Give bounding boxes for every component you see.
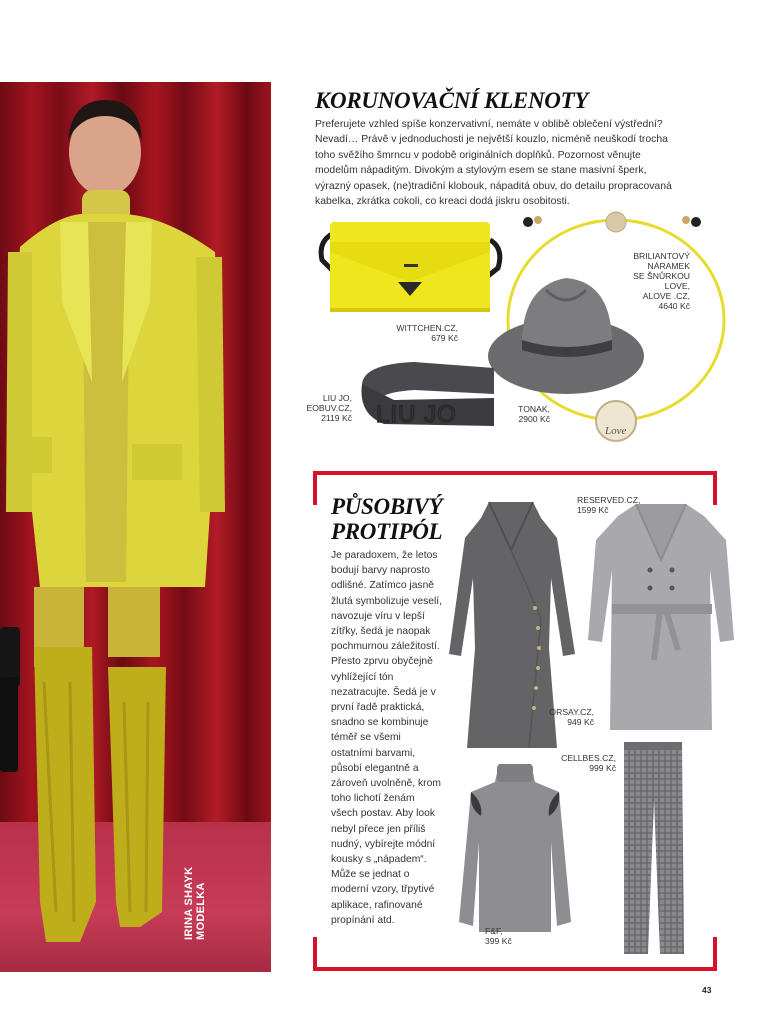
- dress-brand: ORSAY.CZ,: [549, 707, 594, 717]
- bracelet-brand: ALOVE .CZ,: [642, 291, 690, 301]
- belt-image: [354, 354, 504, 438]
- bag-label: [372, 323, 458, 343]
- page-number: 43: [702, 985, 712, 995]
- sweater-price: 399 Kč: [485, 936, 512, 946]
- bracelet-line-1: BRILIANTOVÝ: [633, 251, 690, 261]
- coat-price: 1599 Kč: [577, 505, 609, 515]
- hat-label: [500, 404, 550, 424]
- photo-caption: [183, 830, 213, 940]
- section2-title-line2: PROTIPÓL: [331, 519, 443, 544]
- hat-brand: TONAK,: [518, 404, 550, 414]
- section1-intro: Preferujete vzhled spíše konzervativní, nemáte v oblibě oblečení výstřední? Nevadí… Právě v jednoduchosti je největší kouzlo, nicméně neuškodí trocha toho svěžího šmrncu v podobě originálních doplňků. Pozornost věnujte modelům nápaditým. Divokým a stylovým esem se stane masivní šperk, výrazný opasek, (ne)tradiční klobouk, nápaditá obuv, do detailu propracovaná kabelka, zkrátka cokoli, co kreaci dodá jiskru osobitosti.: [315, 119, 672, 208]
- section2-title-line1: PŮSOBIVÝ: [331, 494, 443, 519]
- bracelet-line-3: SE ŠNŮRKOU: [633, 271, 690, 281]
- trousers-price: 999 Kč: [589, 763, 616, 773]
- model-illustration: [0, 82, 271, 972]
- caption-name: IRINA SHAYK: [183, 866, 195, 940]
- grey-coat-image: [586, 500, 736, 736]
- coat-brand: RESERVED.CZ,: [577, 495, 641, 505]
- section1-title: KORUNOVAČNÍ KLENOTY: [315, 88, 589, 113]
- cover-photo: [0, 82, 271, 972]
- belt-buckle-text: LIU JO: [376, 401, 457, 428]
- trousers-label: [560, 753, 616, 773]
- caption-role: MODELKA: [195, 882, 207, 940]
- belt-line-1: LIU JO,: [322, 393, 352, 403]
- charm-text: Love: [605, 425, 627, 437]
- bracelet-line-2: NÁRAMEK: [647, 261, 690, 271]
- bracelet-price: 4640 Kč: [658, 301, 690, 311]
- coat-label: [577, 495, 657, 515]
- section2-body: Je paradoxem, že letos bodují barvy naprosto odlišné. Zatímco jasně žlutá symbolizuje veselí, navozuje víru v lepší zítřky, šedá je naopak pochmurnou záležitostí. Přesto zprvu obyčejně vyhlížející tón nezatracujte. Šedá je v první řadě praktická, snadno se kombinuje téměř se všemi ostatními barvami, působí elegantně a zároveň uvolněně, krom toho lichotí ženám všech postav. Aby look nebyl přece jen příliš nudný, vybírejte módní kousky s „nápadem“. Může se jednat o moderní vzory, třpytivé aplikace, rafinované propínání atd.: [331, 550, 443, 926]
- belt-label: [298, 393, 352, 423]
- trousers-brand: CELLBES.CZ,: [561, 753, 616, 763]
- hat-price: 2900 Kč: [518, 414, 550, 424]
- bracelet-line-4: LOVE,: [664, 281, 690, 291]
- bag-brand: WITTCHEN.CZ,: [396, 323, 458, 333]
- section2-title: [331, 494, 442, 544]
- belt-brand: EOBUV.CZ,: [306, 403, 352, 413]
- check-trousers-image: [620, 740, 686, 958]
- dress-price: 949 Kč: [567, 717, 594, 727]
- grey-sweater-image: [455, 762, 575, 940]
- bag-price: 679 Kč: [431, 333, 458, 343]
- sweater-brand: F&F,: [485, 926, 503, 936]
- grey-hat-image: [486, 270, 650, 400]
- belt-price: 2119 Kč: [321, 413, 352, 423]
- yellow-bag-image: [318, 212, 504, 316]
- sweater-label: [485, 926, 525, 946]
